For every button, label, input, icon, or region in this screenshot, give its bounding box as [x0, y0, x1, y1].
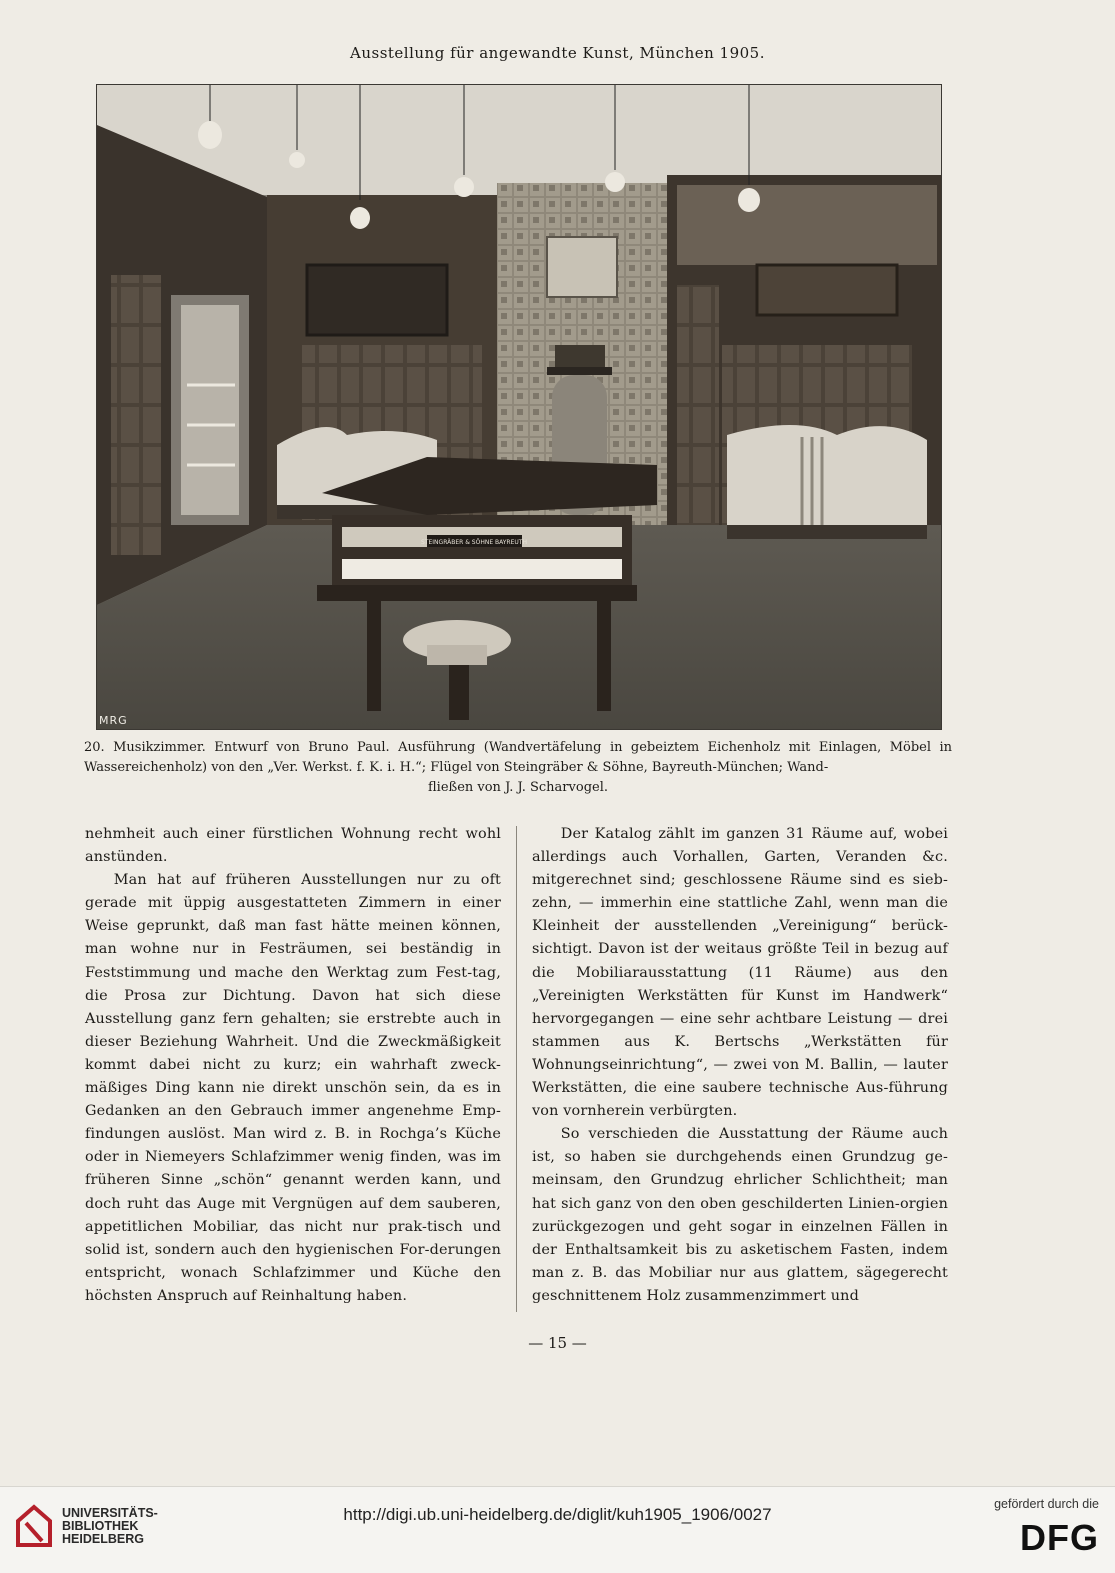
permalink [0, 1505, 1115, 1525]
music-room-photograph [97, 85, 941, 729]
column-rule [516, 826, 517, 1312]
running-head: Ausstellung für angewandte Kunst, München 1905. [350, 44, 765, 62]
paragraph: Der Katalog zählt im ganzen 31 Räume auf, wobei allerdings auch Vorhallen, Garten, Veranden &c. mitgerechnet sind; geschlossene Räume sind es sieb-zehn, — immerhin eine stattliche Zahl, wenn man die Kleinheit der ausstellenden „Vereinigung“ berück-sichtigt. Davon ist der weitaus größte Teil in bezug auf die Mobiliarausstattung (11 Räume) aus den „Vereinigten Werkstätten für Kunst im Handwerk“ hervorgegangen — eine sehr achtbare Leistung — drei stammen aus K. Bertschs „Werkstätten für Wohnungseinrichtung“, — zwei von M. Ballin, — lauter Werkstätten, die eine saubere technische Aus-führung von vornherein verbürgten. [532, 826, 948, 1120]
left-column [85, 823, 501, 1308]
paragraph: So verschieden die Ausstattung der Räume auch ist, so haben sie durchgehends einen Grundzug ge-meinsam, den Grundzug ehrlicher Schlichtheit; man hat sich ganz von den oben geschilderten Linien-orgien zurückgezogen und geht sogar in einzelnen Fällen in der Enthaltsamkeit bis zu asketischem Fasten, indem man z. B. das Mobiliar nur aus glattem, sägegerecht geschnittenem Holz zusammenzimmert und [532, 1126, 948, 1304]
caption-last-line: fließen von J. J. Scharvogel. [427, 780, 608, 795]
page-number: — 15 — [528, 1334, 587, 1352]
photo-plate-music-room [96, 84, 942, 730]
sponsor-label: gefördert durch die [994, 1497, 1099, 1511]
figure-caption [84, 738, 952, 798]
photo-monogram: MRG [99, 714, 128, 727]
right-column [532, 823, 948, 1308]
paragraph: Man hat auf früheren Ausstellungen nur zu oft gerade mit üppig ausgestatteten Zimmern in einer Weise geprunkt, daß man fast hätte meinen können, man wohne nur in Festräumen, sei beständig in Feststimmung und mache den Werktag zum Fest-tag, die Prosa zur Dichtung. Davon hat sich diese Ausstellung ganz fern gehalten; sie erstrebte auch in dieser Beziehung Wahrheit. Und die Zweckmäßigkeit kommt dabei nicht zu kurz; ein wahrhaft zweck-mäßiges Ding kann nie direkt unschön sein, da es in Gedanken an den Gebrauch immer angenehme Emp-findungen auslöst. Man wird z. B. in Rochga’s Küche oder in Niemeyers Schlafzimmer wenig finden, was im früheren Sinne „schön“ genannt werden kann, und doch ruht das Auge mit Vergnügen auf dem sauberen, appetitlichen Mobiliar, das nicht nur prak-tisch und solid ist, sondern auch den hygienischen For-derungen entspricht, wonach Schlafzimmer und Küche den höchsten Anspruch auf Reinhaltung haben. [85, 872, 501, 1304]
permalink-link[interactable]: http://digi.ub.uni-heidelberg.de/diglit/kuh1905_1906/0027 [343, 1505, 772, 1524]
piano-nameplate: STEINGRÄBER & SÖHNE BAYREUTH [421, 539, 527, 546]
library-name-line: BIBLIOTHEK [62, 1519, 139, 1533]
library-name-line: HEIDELBERG [62, 1532, 144, 1546]
viewer-footer [0, 1486, 1115, 1573]
paragraph: nehmheit auch einer fürstlichen Wohnung recht wohl anstünden. [85, 826, 501, 866]
caption-main: 20. Musikzimmer. Entwurf von Bruno Paul. Ausführung (Wandvertäfelung in gebeiztem Eichenholz mit Einlagen, Möbel in Wassereichenholz) von den „Ver. Werkst. f. K. i. H.“; Flügel von Steingräber & Söhne, Bayreuth-München; Wand- [84, 740, 952, 775]
library-name-line: UNIVERSITÄTS- [62, 1506, 158, 1520]
dfg-logo[interactable]: DFG [1020, 1517, 1099, 1558]
